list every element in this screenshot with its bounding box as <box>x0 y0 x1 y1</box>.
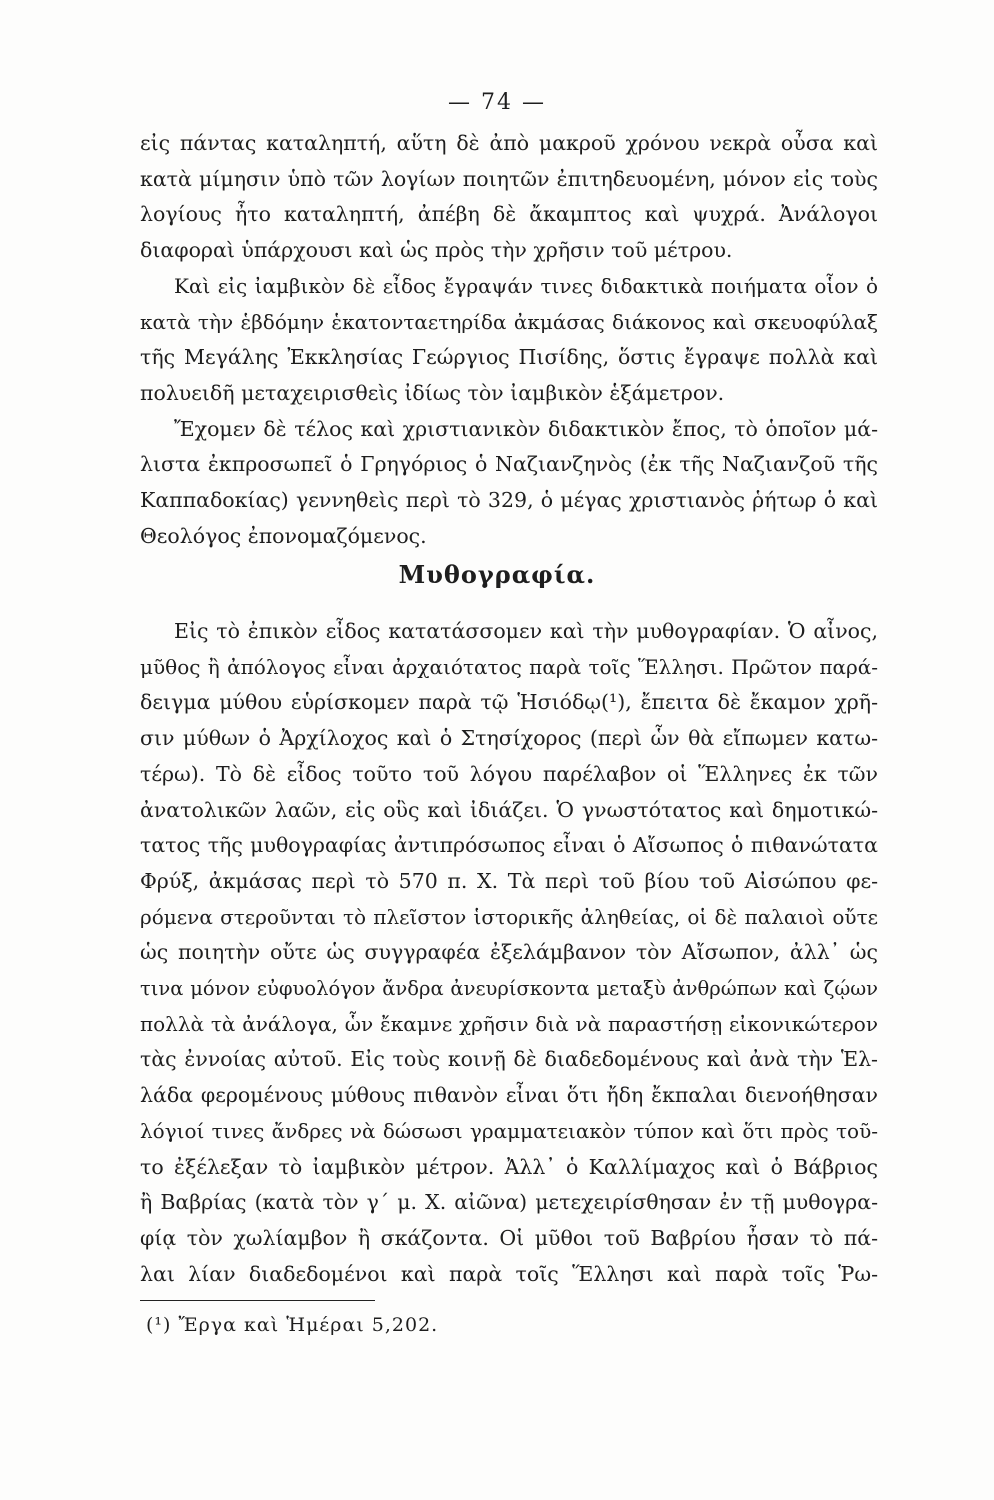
text-line: πολλὰ τὰ ἀνάλογα, ὧν ἔκαμνε χρῆσιν διὰ νὰ παραστήσῃ εἰκονικώτερον <box>140 1011 878 1036</box>
text-line: λαι λίαν διαδεδομένοι καὶ παρὰ τοῖς Ἕλλησι καὶ παρὰ τοῖς Ῥω- <box>140 1261 878 1286</box>
text-line: κατὰ τὴν ἑβδόμην ἑκατονταετηρίδα ἀκμάσας διάκονος καὶ σκευοφύλαξ <box>140 309 878 334</box>
text-line: ἀνατολικῶν λαῶν, εἰς οὓς καὶ ἰδιάζει. Ὁ γνωστότατος καὶ δημοτικώ- <box>140 797 878 822</box>
text-line: λιστα ἐκπροσωπεῖ ὁ Γρηγόριος ὁ Ναζιανζηνὸς (ἐκ τῆς Ναζιανζοῦ τῆς <box>140 452 878 477</box>
text-line: λόγιοί τινες ἄνδρες νὰ δώσωσι γραμματειακὸν τύπον καὶ ὅτι πρὸς τοῦ- <box>140 1118 878 1143</box>
text-line: πολυειδῆ μεταχειρισθεὶς ἰδίως τὸν ἰαμβικὸν ἑξάμετρον. <box>140 380 725 405</box>
text-line: Ἔχομεν δὲ τέλος καὶ χριστιανικὸν διδακτικὸν ἔπος, τὸ ὁποῖον μά- <box>174 416 878 441</box>
text-line: τατος τῆς μυθογραφίας ἀντιπρόσωπος εἶναι ὁ Αἴσωπος ὁ πιθανώτατα <box>140 833 878 858</box>
footnote: (¹) Ἔργα καὶ Ἡμέραι 5,202. <box>146 1314 439 1336</box>
text-line: τινα μόνον εὐφυολόγον ἄνδρα ἀνευρίσκοντα μεταξὺ ἀνθρώπων καὶ ζῴων <box>140 977 878 1001</box>
text-line: Καππαδοκίας) γεννηθεὶς περὶ τὸ 329, ὁ μέγας χριστιανὸς ῥήτωρ ὁ καὶ <box>140 488 878 513</box>
text-line: τέρω). Τὸ δὲ εἶδος τοῦτο τοῦ λόγου παρέλαβον οἱ Ἕλληνες ἐκ τῶν <box>140 761 878 786</box>
text-line: κατὰ μίμησιν ὑπὸ τῶν λογίων ποιητῶν ἐπιτηδευομένη, μόνον εἰς τοὺς <box>140 166 878 191</box>
text-line: εἰς πάντας καταληπτή, αὕτη δὲ ἀπὸ μακροῦ χρόνου νεκρὰ οὖσα καὶ <box>140 131 878 155</box>
section-heading: Μυθογραφία. <box>398 560 596 589</box>
text-line: διαφοραὶ ὑπάρχουσι καὶ ὡς πρὸς τὴν χρῆσιν τοῦ μέτρου. <box>140 238 733 263</box>
text-line: δειγμα μύθου εὑρίσκομεν παρὰ τῷ Ἡσιόδῳ(¹), ἔπειτα δὲ ἔκαμον χρῆ- <box>140 690 878 715</box>
footnote-divider <box>140 1300 375 1301</box>
text-line: μῦθος ἢ ἀπόλογος εἶναι ἀρχαιότατος παρὰ τοῖς Ἕλλησι. Πρῶτον παρά- <box>140 654 878 679</box>
text-line: τὰς ἐννοίας αὐτοῦ. Εἰς τοὺς κοινῇ δὲ διαδεδομένους καὶ ἀνὰ τὴν Ἑλ- <box>140 1047 878 1072</box>
text-line: φίᾳ τὸν χωλίαμβον ἢ σκάζοντα. Οἱ μῦθοι τοῦ Βαβρίου ἦσαν τὸ πά- <box>140 1225 878 1250</box>
text-line: ὡς ποιητὴν οὔτε ὡς συγγραφέα ἐξελάμβανον τὸν Αἴσωπον, ἀλλ᾽ ὡς <box>140 940 878 965</box>
text-line: λογίους ἦτο καταληπτή, ἀπέβη δὲ ἄκαμπτος καὶ ψυχρά. Ἀνάλογοι <box>140 202 878 227</box>
text-line: Εἰς τὸ ἐπικὸν εἶδος κατατάσσομεν καὶ τὴν μυθογραφίαν. Ὁ αἶνος, <box>174 619 878 643</box>
text-line: το ἐξέλεξαν τὸ ἰαμβικὸν μέτρον. Ἀλλ᾽ ὁ Καλλίμαχος καὶ ὁ Βάβριος <box>140 1154 878 1179</box>
page-number: — 74 — <box>448 90 546 115</box>
text-line: σιν μύθων ὁ Ἀρχίλοχος καὶ ὁ Στησίχορος (περὶ ὧν θὰ εἴπωμεν κατω- <box>140 726 878 751</box>
text-line: ἢ Βαβρίας (κατὰ τὸν γ΄ μ. Χ. αἰῶνα) μετεχειρίσθησαν ἐν τῇ μυθογρα- <box>140 1190 878 1215</box>
paragraph-block-intro <box>140 126 878 554</box>
text-line: λάδα φερομένους μύθους πιθανὸν εἶναι ὅτι ἤδη ἔκπαλαι διενοήθησαν <box>140 1083 878 1108</box>
text-line: Καὶ εἰς ἰαμβικὸν δὲ εἶδος ἔγραψάν τινες διδακτικὰ ποιήματα οἷον ὁ <box>174 273 878 298</box>
text-line: τῆς Μεγάλης Ἐκκλησίας Γεώργιος Πισίδης, ὅστις ἔγραψε πολλὰ καὶ <box>140 345 878 370</box>
paragraph-block-mythography <box>140 614 878 1292</box>
text-line: Φρύξ, ἀκμάσας περὶ τὸ 570 π. Χ. Τὰ περὶ τοῦ βίου τοῦ Αἰσώπου φε- <box>140 868 878 893</box>
text-line: ρόμενα στεροῦνται τὸ πλεῖστον ἱστορικῆς ἀληθείας, οἱ δὲ παλαιοὶ οὔτε <box>140 904 878 929</box>
text-line: Θεολόγος ἐπονομαζόμενος. <box>140 523 427 548</box>
